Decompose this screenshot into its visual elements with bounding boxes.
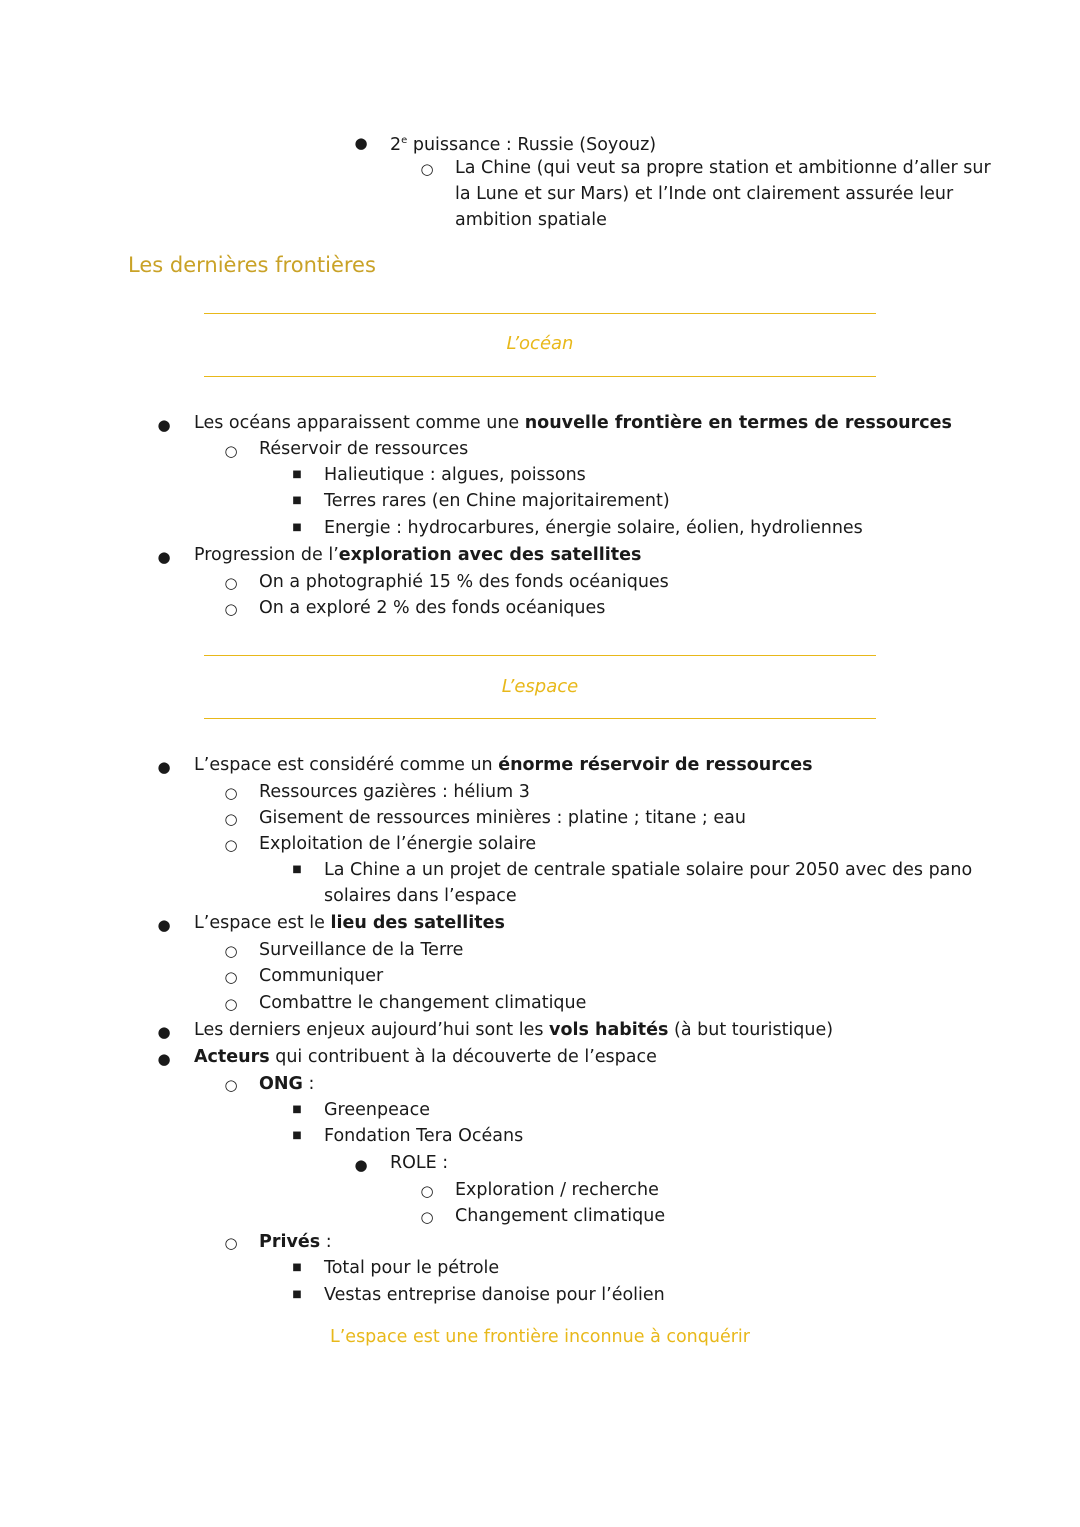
bullet-disc: ● <box>157 416 171 434</box>
ong-item: Fondation Tera Océans <box>324 1126 524 1146</box>
role-label: ROLE : <box>390 1153 449 1173</box>
bullet-square: ■ <box>292 522 302 533</box>
bullet-circle: ○ <box>420 160 434 178</box>
ocean-exploration: Progression de l’exploration avec des satellites <box>194 545 642 565</box>
role-item: Exploration / recherche <box>455 1180 659 1200</box>
bullet-circle: ○ <box>420 1208 434 1226</box>
divider-rule <box>204 718 876 719</box>
ong-label: ONG : <box>259 1074 315 1094</box>
space-satellites: L’espace est le lieu des satellites <box>194 913 505 933</box>
ocean-item: Terres rares (en Chine majoritairement) <box>324 491 670 511</box>
ocean-sub: On a photographié 15 % des fonds océaniques <box>259 572 669 592</box>
space-sat: Surveillance de la Terre <box>259 940 464 960</box>
bullet-circle: ○ <box>224 1234 238 1252</box>
space-title: L’espace <box>501 676 579 697</box>
prives-label: Privés : <box>259 1232 332 1252</box>
china-india-line-2: la Lune et sur Mars) et l’Inde ont clairement assurée leur <box>455 184 954 204</box>
section-heading: Les dernières frontières <box>128 253 376 277</box>
bullet-circle: ○ <box>224 600 238 618</box>
conclusion: L’espace est une frontière inconnue à conquérir <box>329 1327 750 1347</box>
bullet-disc: ● <box>157 548 171 566</box>
bullet-circle: ○ <box>224 995 238 1013</box>
bullet-square: ■ <box>292 864 302 875</box>
divider-rule <box>204 313 876 314</box>
bullet-circle: ○ <box>420 1182 434 1200</box>
prives-item: Vestas entreprise danoise pour l’éolien <box>324 1285 665 1305</box>
bullet-disc: ● <box>157 1023 171 1041</box>
bullet-square: ■ <box>292 495 302 506</box>
bullet-circle: ○ <box>224 968 238 986</box>
space-res: Ressources gazières : hélium 3 <box>259 782 530 802</box>
china-solar-line-2: solaires dans l’espace <box>324 886 517 906</box>
divider-rule <box>204 655 876 656</box>
bullet-circle: ○ <box>224 442 238 460</box>
ong-item: Greenpeace <box>324 1100 430 1120</box>
ocean-frontier: Les océans apparaissent comme une nouvelle frontière en termes de ressources <box>194 413 952 433</box>
bullet-circle: ○ <box>224 810 238 828</box>
bullet-circle: ○ <box>224 836 238 854</box>
bullet-square: ■ <box>292 469 302 480</box>
bullet-circle: ○ <box>224 1076 238 1094</box>
ocean-reservoir: Réservoir de ressources <box>259 439 469 459</box>
divider-rule <box>204 376 876 377</box>
bullet-square: ■ <box>292 1262 302 1273</box>
space-res: Exploitation de l’énergie solaire <box>259 834 537 854</box>
prives-item: Total pour le pétrole <box>324 1258 500 1278</box>
bullet-disc: ● <box>354 134 368 152</box>
bullet-disc: ● <box>354 1156 368 1174</box>
ocean-item: Energie : hydrocarbures, énergie solaire, éolien, hydroliennes <box>324 518 863 538</box>
space-resources: L’espace est considéré comme un énorme réservoir de ressources <box>194 755 813 775</box>
role-item: Changement climatique <box>455 1206 666 1226</box>
power-russia: 2e puissance : Russie (Soyouz) <box>390 134 657 155</box>
bullet-square: ■ <box>292 1104 302 1115</box>
bullet-disc: ● <box>157 916 171 934</box>
bullet-square: ■ <box>292 1289 302 1300</box>
ocean-sub: On a exploré 2 % des fonds océaniques <box>259 598 606 618</box>
bullet-square: ■ <box>292 1130 302 1141</box>
bullet-circle: ○ <box>224 574 238 592</box>
bullet-disc: ● <box>157 758 171 776</box>
bullet-circle: ○ <box>224 784 238 802</box>
space-sat: Combattre le changement climatique <box>259 993 587 1013</box>
space-sat: Communiquer <box>259 966 384 986</box>
china-india-line-3: ambition spatiale <box>455 210 607 230</box>
china-solar-line-1: La Chine a un projet de centrale spatiale solaire pour 2050 avec des pano <box>324 860 973 880</box>
ocean-title: L’océan <box>506 333 574 354</box>
bullet-circle: ○ <box>224 942 238 960</box>
space-res: Gisement de ressources minières : platine ; titane ; eau <box>259 808 746 828</box>
space-stakes: Les derniers enjeux aujourd’hui sont les vols habités (à but touristique) <box>194 1020 834 1040</box>
space-actors: Acteurs qui contribuent à la découverte de l’espace <box>194 1047 657 1067</box>
bullet-disc: ● <box>157 1050 171 1068</box>
ocean-item: Halieutique : algues, poissons <box>324 465 586 485</box>
china-india-line-1: La Chine (qui veut sa propre station et ambitionne d’aller sur <box>455 158 991 178</box>
